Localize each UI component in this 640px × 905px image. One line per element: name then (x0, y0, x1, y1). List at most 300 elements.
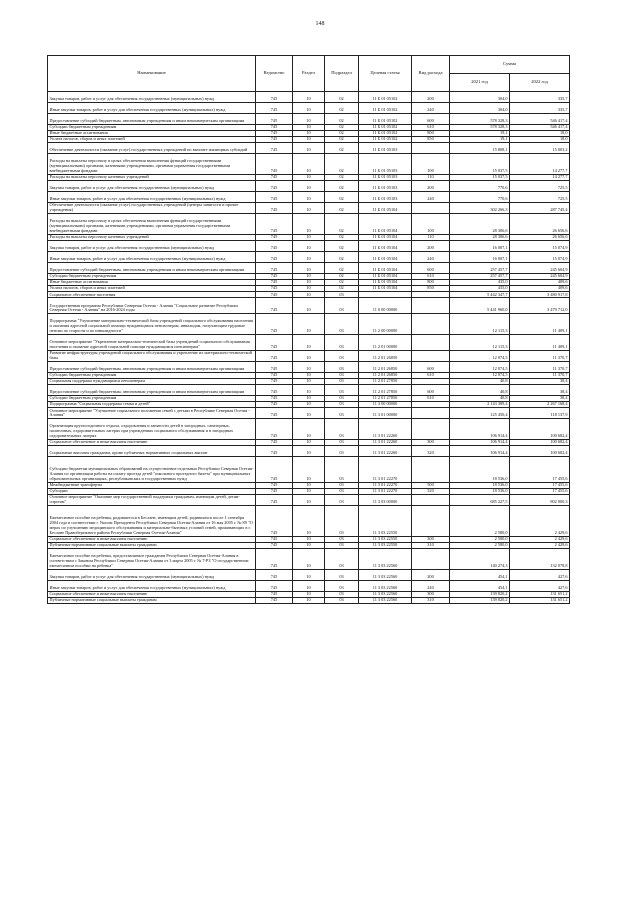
cell-sum-2021: 15 808,1 (450, 143, 510, 154)
cell-ministry: 745 (256, 402, 293, 408)
cell-expense-type: 610 (412, 125, 450, 131)
cell-subsection: 02 (325, 241, 359, 252)
cell-section: 10 (293, 234, 325, 240)
cell-expense-type: 850 (412, 286, 450, 292)
cell-target: 11 3 01 22270 (359, 457, 412, 483)
cell-name: Субсидии бюджетным учреждениям (48, 373, 256, 379)
cell-subsection: 02 (325, 92, 359, 103)
cell-ministry: 745 (256, 569, 293, 580)
cell-sum-2021: 5 441 960,0 (450, 298, 510, 314)
table-row (48, 214, 570, 235)
cell-name: Закупка товаров, работ и услуг для обеспечения государственных (муниципальных) нужд (48, 92, 256, 103)
cell-sum-2021: 770,6 (450, 181, 510, 192)
cell-sum-2022: 546 417,4 (510, 125, 570, 131)
cell-target: 11 3 01 22260 (359, 446, 412, 457)
cell-section: 10 (293, 280, 325, 286)
cell-name: Публичные нормативные социальные выплаты гражданам (48, 597, 256, 603)
cell-section: 10 (293, 292, 325, 298)
cell-ministry: 745 (256, 335, 293, 351)
cell-ministry: 745 (256, 457, 293, 483)
cell-name: Субсидии бюджетным учреждениям (48, 125, 256, 131)
cell-sum-2022: 3 480 917,8 (510, 292, 570, 298)
cell-sum-2022: 245 604,9 (510, 263, 570, 274)
cell-section: 10 (293, 252, 325, 263)
cell-target: 11 Б 01 05103 (359, 143, 412, 154)
cell-expense-type (412, 203, 450, 214)
cell-target: 11 Б 01 05103 (359, 154, 412, 175)
cell-sum-2022: 427,6 (510, 580, 570, 591)
cell-expense-type (412, 408, 450, 419)
cell-name: Субсидии бюджетам муниципальных образований на осуществление отдельных Республики Северная Осетия-Алания по организации работы на оплату проезда детей "школьного проездного билета" при муниципальных образовательных организациях, республиканских и государственных нужд (48, 457, 256, 483)
cell-sum-2022: 38,4 (510, 396, 570, 402)
cell-expense-type: 610 (412, 274, 450, 280)
cell-sum-2022: 38,4 (510, 379, 570, 385)
cell-subsection: 03 (325, 385, 359, 396)
cell-section: 10 (293, 351, 325, 362)
cell-sum-2022: 2 267 168,4 (510, 402, 570, 408)
cell-target: 11 3 01 22270 (359, 489, 412, 495)
cell-sum-2022: 131 651,2 (510, 591, 570, 597)
cell-name: Закупка товаров, работ и услуг для обеспечения государственных (муниципальных) нужд (48, 181, 256, 192)
cell-sum-2022: 131 651,2 (510, 597, 570, 603)
table-row (48, 203, 570, 214)
cell-expense-type (412, 457, 450, 483)
cell-name: Расходы на выплаты персоналу казенных учреждений (48, 175, 256, 181)
cell-section: 10 (293, 379, 325, 385)
cell-target: 11 2 01 00000 (359, 335, 412, 351)
cell-sum-2021: 19,1 (450, 131, 510, 137)
cell-section: 10 (293, 482, 325, 488)
cell-section: 10 (293, 175, 325, 181)
cell-section: 10 (293, 402, 325, 408)
cell-expense-type: 850 (412, 137, 450, 143)
cell-ministry: 745 (256, 286, 293, 292)
cell-expense-type: 240 (412, 252, 450, 263)
cell-sum-2021: 106 914,4 (450, 446, 510, 457)
cell-subsection: 03 (325, 373, 359, 379)
cell-sum-2022: 38,4 (510, 385, 570, 396)
cell-expense-type: 110 (412, 234, 450, 240)
cell-ministry: 745 (256, 263, 293, 274)
cell-ministry: 745 (256, 597, 293, 603)
cell-section: 10 (293, 542, 325, 548)
cell-sum-2021: 454,1 (450, 580, 510, 591)
cell-expense-type: 240 (412, 103, 450, 114)
cell-ministry: 745 (256, 175, 293, 181)
cell-expense-type: 200 (412, 569, 450, 580)
table-row (48, 241, 570, 252)
cell-sum-2022: 26 656,6 (510, 214, 570, 235)
table-header (48, 56, 570, 92)
cell-target: 11 3 01 00000 (359, 408, 412, 419)
table-body (48, 92, 570, 604)
cell-sum-2021: 578 328,3 (450, 125, 510, 131)
cell-target: 11 Б 01 05104 (359, 234, 412, 240)
cell-expense-type: 610 (412, 373, 450, 379)
cell-sum-2022: 245 604,9 (510, 274, 570, 280)
cell-target: 11 0 00 00000 (359, 298, 412, 314)
cell-sum-2022: 18,0 (510, 131, 570, 137)
cell-section: 10 (293, 263, 325, 274)
cell-sum-2022: 132 078,8 (510, 548, 570, 569)
cell-expense-type: 200 (412, 241, 450, 252)
cell-name: Уплата налогов, сборов и иных платежей (48, 137, 256, 143)
cell-section: 10 (293, 457, 325, 483)
cell-expense-type: 600 (412, 385, 450, 396)
cell-ministry: 745 (256, 234, 293, 240)
cell-section: 10 (293, 314, 325, 335)
cell-name: Закупка товаров, работ и услуг для обеспечения государственных (муниципальных) нужд (48, 241, 256, 252)
cell-ministry: 745 (256, 143, 293, 154)
cell-expense-type: 300 (412, 536, 450, 542)
cell-sum-2021: 139 820,2 (450, 597, 510, 603)
cell-sum-2022: 409,6 (510, 280, 570, 286)
cell-ministry: 745 (256, 351, 293, 362)
cell-subsection: 02 (325, 280, 359, 286)
cell-name: Социальные выплаты гражданам, кроме публичных нормативных социальных выплат (48, 446, 256, 457)
cell-ministry: 745 (256, 482, 293, 488)
cell-subsection: 02 (325, 192, 359, 203)
cell-subsection: 03 (325, 495, 359, 506)
cell-expense-type (412, 506, 450, 537)
cell-subsection: 03 (325, 536, 359, 542)
cell-target: 11 Б 01 05104 (359, 241, 412, 252)
cell-section: 10 (293, 569, 325, 580)
cell-section: 10 (293, 440, 325, 446)
cell-subsection: 03 (325, 351, 359, 362)
cell-subsection: 03 (325, 597, 359, 603)
cell-name: Субсидии бюджетным учреждениям (48, 396, 256, 402)
cell-sum-2021: 454,1 (450, 569, 510, 580)
cell-name: Предоставление субсидий бюджетным, автономным учреждениям и иным некоммерческим организациям (48, 263, 256, 274)
cell-expense-type (412, 419, 450, 440)
cell-expense-type (412, 495, 450, 506)
cell-subsection: 03 (325, 580, 359, 591)
cell-target: 11 3 03 22560 (359, 548, 412, 569)
cell-sum-2021: 40,8 (450, 379, 510, 385)
cell-expense-type: 240 (412, 192, 450, 203)
cell-ministry: 745 (256, 103, 293, 114)
cell-expense-type (412, 351, 450, 362)
cell-target: 11 Б 01 05102 (359, 137, 412, 143)
cell-target: 11 3 03 22550 (359, 542, 412, 548)
cell-target: 11 3 03 22560 (359, 597, 412, 603)
table-row (48, 548, 570, 569)
cell-name: Иные закупки товаров, работ и услуг для обеспечения государственных (муниципальных) нужд (48, 192, 256, 203)
cell-target: 11 Б 01 05104 (359, 214, 412, 235)
cell-name: Межбюджетные трансферты (48, 482, 256, 488)
cell-name: Расходы на выплаты персоналу в целях обеспечения выполнения функций государственными (муниципальными) органами, казенными учреждениями, органами управления государственными внебюджетными фондами (48, 214, 256, 235)
cell-sum-2021: 139 820,2 (450, 591, 510, 597)
cell-sum-2021: 257 457,7 (450, 274, 510, 280)
cell-name: Расходы на выплаты персоналу в целях обеспечения выполнения функций государственными (муниципальными) органами, казенными учреждениями, органами управления государственными внебюджетными фондами (48, 154, 256, 175)
cell-ministry: 745 (256, 92, 293, 103)
cell-ministry: 745 (256, 131, 293, 137)
cell-subsection: 02 (325, 214, 359, 235)
header-year-2: 2022 год (510, 74, 570, 92)
cell-section: 10 (293, 131, 325, 137)
budget-table (47, 55, 570, 604)
cell-target: 11 3 01 22260 (359, 419, 412, 440)
cell-section: 10 (293, 286, 325, 292)
cell-name: Социальное обеспечение и иные выплаты населению (48, 536, 256, 542)
cell-name: Организация круглогодичного отдыха, оздоровления и занятости детей в загородных, санаторных, палаточных, оздоровительных лагерях при учреждениях социального обслуживания и в загородных оздоровительных лагерях (48, 419, 256, 440)
cell-expense-type: 520 (412, 489, 450, 495)
cell-sum-2021: 106 914,4 (450, 419, 510, 440)
cell-section: 10 (293, 181, 325, 192)
cell-section: 10 (293, 408, 325, 419)
cell-ministry: 745 (256, 252, 293, 263)
cell-section: 10 (293, 214, 325, 235)
cell-ministry: 745 (256, 446, 293, 457)
cell-subsection: 03 (325, 542, 359, 548)
cell-section: 10 (293, 396, 325, 402)
cell-section: 10 (293, 362, 325, 373)
cell-name: Развитие инфраструктуры учреждений социального обслуживания и укрепление их материально-технической базы (48, 351, 256, 362)
cell-subsection: 03 (325, 506, 359, 537)
cell-sum-2022: 14 277,7 (510, 175, 570, 181)
cell-sum-2021: 2 580,0 (450, 536, 510, 542)
cell-sum-2021: 304,0 (450, 92, 510, 103)
cell-sum-2022: 2 429,6 (510, 536, 570, 542)
cell-subsection: 02 (325, 286, 359, 292)
cell-subsection: 02 (325, 154, 359, 175)
cell-ministry: 745 (256, 114, 293, 125)
cell-ministry: 745 (256, 548, 293, 569)
table-row (48, 506, 570, 537)
cell-expense-type: 100 (412, 214, 450, 235)
cell-subsection: 03 (325, 489, 359, 495)
cell-sum-2021: 125 450,4 (450, 408, 510, 419)
table-row (48, 495, 570, 506)
cell-name: Основное мероприятие "Улучшение социального положения семей с детьми в Республике Северная Осетия - Алания" (48, 408, 256, 419)
header-name: Наименование (48, 56, 256, 92)
table-row (48, 114, 570, 125)
cell-subsection: 02 (325, 131, 359, 137)
cell-sum-2022: 725,5 (510, 181, 570, 192)
cell-section: 10 (293, 495, 325, 506)
header-expense-type: Вид расхода (412, 56, 450, 92)
cell-target: 11 Б 01 05102 (359, 114, 412, 125)
cell-subsection: 03 (325, 569, 359, 580)
cell-sum-2022: 3 479 712,0 (510, 298, 570, 314)
cell-ministry: 745 (256, 506, 293, 537)
cell-subsection: 02 (325, 125, 359, 131)
cell-subsection: 03 (325, 482, 359, 488)
cell-subsection: 03 (325, 298, 359, 314)
cell-sum-2021: 16 007,1 (450, 241, 510, 252)
cell-target: 11 3 03 22560 (359, 569, 412, 580)
cell-sum-2021: 257 457,7 (450, 263, 510, 274)
cell-name: Обеспечение деятельности (оказание услуг) государственных учреждений по выплате жилищных субсидий (48, 143, 256, 154)
cell-subsection: 03 (325, 440, 359, 446)
cell-name: Предоставление субсидий бюджетным, автономным учреждениям и иным некоммерческим организациям (48, 385, 256, 396)
cell-ministry: 745 (256, 489, 293, 495)
cell-sum-2021: 15 037,5 (450, 175, 510, 181)
cell-subsection: 03 (325, 314, 359, 335)
table-row (48, 440, 570, 446)
cell-target: 11 Б 01 05103 (359, 192, 412, 203)
cell-target: 11 2 01 26850 (359, 373, 412, 379)
cell-name: Подпрограмма "Социальная поддержка семьи и детей" (48, 402, 256, 408)
cell-target: 11 3 00 00000 (359, 402, 412, 408)
cell-ministry: 745 (256, 440, 293, 446)
cell-ministry: 745 (256, 536, 293, 542)
cell-expense-type: 800 (412, 131, 450, 137)
cell-sum-2022: 2 429,6 (510, 542, 570, 548)
cell-expense-type (412, 143, 450, 154)
cell-subsection: 03 (325, 362, 359, 373)
cell-subsection: 02 (325, 137, 359, 143)
cell-subsection: 02 (325, 274, 359, 280)
cell-name: Ежемесячное пособие на ребенка, предоставляемое гражданам Республики Северная Осетия-Алания в соответствии с Законом Республики Северная Осетия-Алания от 3 марта 2005 г. № 7-РЗ "О государственном ежемесячном пособии на ребенка" (48, 548, 256, 569)
cell-target: 11 Б 01 05102 (359, 103, 412, 114)
cell-subsection: 03 (325, 335, 359, 351)
cell-subsection: 03 (325, 379, 359, 385)
cell-target: 11 Б 01 05102 (359, 92, 412, 103)
cell-subsection: 02 (325, 175, 359, 181)
cell-subsection: 03 (325, 591, 359, 597)
cell-sum-2021: 140 274,3 (450, 548, 510, 569)
cell-sum-2022: 11 370,7 (510, 373, 570, 379)
cell-target: 11 Б 01 05102 (359, 125, 412, 131)
cell-expense-type: 320 (412, 446, 450, 457)
table-row (48, 335, 570, 351)
cell-sum-2022: 427,6 (510, 569, 570, 580)
cell-ministry: 745 (256, 379, 293, 385)
cell-name: Субсидии бюджетным учреждениям (48, 274, 256, 280)
cell-target: 11 2 00 00000 (359, 314, 412, 335)
cell-section: 10 (293, 536, 325, 542)
cell-section: 10 (293, 92, 325, 103)
cell-sum-2022: 17 455,6 (510, 457, 570, 483)
cell-ministry: 745 (256, 274, 293, 280)
cell-expense-type: 310 (412, 542, 450, 548)
header-year-1: 2021 год (450, 74, 510, 92)
cell-sum-2022: 11 409,1 (510, 335, 570, 351)
cell-section: 10 (293, 419, 325, 440)
cell-name: Предоставление субсидий бюджетным, автономным учреждениям и иным некоммерческим организациям (48, 114, 256, 125)
cell-name: Иные бюджетные ассигнования (48, 131, 256, 137)
cell-target: 11 2 01 27850 (359, 379, 412, 385)
cell-sum-2022: 100 682,4 (510, 440, 570, 446)
cell-sum-2021: 2 143 389,4 (450, 402, 510, 408)
cell-sum-2021: 28 306,6 (450, 234, 510, 240)
cell-section: 10 (293, 241, 325, 252)
cell-ministry: 745 (256, 298, 293, 314)
cell-subsection: 03 (325, 446, 359, 457)
cell-section: 10 (293, 114, 325, 125)
cell-section: 10 (293, 103, 325, 114)
cell-expense-type: 310 (412, 597, 450, 603)
cell-expense-type: 610 (412, 396, 450, 402)
cell-section: 10 (293, 489, 325, 495)
cell-name: Ежемесячное пособие на ребенка, родившегося в Беслане, имеющим детей, родившихся после 1 сентября 2004 года в соответствии с Указом Президента Республики Северная Осетия-Алания от 16 мая 2005 г. № 89 "О мерах по улучшению медицинского обслуживания и материально-бытовых условий семей, проживающих в г. Беслане Правобережного района Республики Северная Осетия-Алания" (48, 506, 256, 537)
cell-ministry: 745 (256, 591, 293, 597)
cell-section: 10 (293, 446, 325, 457)
table-row (48, 263, 570, 274)
cell-sum-2021: 770,6 (450, 192, 510, 203)
table-row (48, 154, 570, 175)
cell-ministry: 745 (256, 385, 293, 396)
page-number: 148 (315, 21, 325, 27)
cell-expense-type (412, 548, 450, 569)
cell-section: 10 (293, 137, 325, 143)
cell-name: Предоставление субсидий бюджетным, автономным учреждениям и иным некоммерческим организациям (48, 362, 256, 373)
cell-expense-type: 200 (412, 181, 450, 192)
cell-sum-2022: 725,5 (510, 192, 570, 203)
table-row (48, 192, 570, 203)
cell-name: Социальное обеспечение и иные выплаты населению (48, 591, 256, 597)
cell-subsection: 02 (325, 234, 359, 240)
cell-section: 10 (293, 274, 325, 280)
cell-target: 11 Б 01 05104 (359, 274, 412, 280)
cell-sum-2021: 302 266,3 (450, 203, 510, 214)
cell-name: Обеспечение деятельности (оказание услуг) государственных учреждений (центры занятости и прочие учреждения) (48, 203, 256, 214)
cell-sum-2021: 435,0 (450, 286, 510, 292)
cell-sum-2021: 18 536,0 (450, 457, 510, 483)
cell-subsection: 03 (325, 402, 359, 408)
cell-name: Иные закупки товаров, работ и услуг для обеспечения государственных (муниципальных) нужд (48, 252, 256, 263)
cell-target: 11 3 01 22270 (359, 482, 412, 488)
table-row (48, 103, 570, 114)
cell-sum-2022: 802 000,3 (510, 495, 570, 506)
table-row (48, 314, 570, 335)
cell-target: 11 2 01 27850 (359, 385, 412, 396)
cell-target: 11 Б 01 05104 (359, 280, 412, 286)
cell-sum-2021: 435,0 (450, 280, 510, 286)
cell-section: 10 (293, 125, 325, 131)
cell-subsection: 03 (325, 419, 359, 440)
cell-name: Иные закупки товаров, работ и услуг для обеспечения государственных (муниципальных) нужд (48, 103, 256, 114)
cell-sum-2022: 100 682,4 (510, 446, 570, 457)
cell-sum-2022: 15 074,9 (510, 252, 570, 263)
cell-ministry: 745 (256, 396, 293, 402)
cell-expense-type (412, 314, 450, 335)
cell-expense-type: 600 (412, 114, 450, 125)
cell-section: 10 (293, 506, 325, 537)
cell-sum-2021: 12 074,5 (450, 373, 510, 379)
cell-ministry: 745 (256, 419, 293, 440)
cell-sum-2022: 546 417,4 (510, 114, 570, 125)
cell-ministry: 745 (256, 408, 293, 419)
cell-section: 10 (293, 298, 325, 314)
cell-target: 11 3 03 22560 (359, 580, 412, 591)
cell-name: Социальная поддержка нуждающимся пенсионерам (48, 379, 256, 385)
cell-expense-type: 600 (412, 263, 450, 274)
table-row (48, 457, 570, 483)
cell-section: 10 (293, 591, 325, 597)
cell-sum-2021: 18 536,0 (450, 489, 510, 495)
cell-section: 10 (293, 192, 325, 203)
cell-sum-2022: 2 429,6 (510, 506, 570, 537)
cell-subsection: 02 (325, 252, 359, 263)
header-target: Целевая статья (359, 56, 412, 92)
cell-sum-2022: 11 370,7 (510, 351, 570, 362)
cell-sum-2021: 12 115,3 (450, 335, 510, 351)
cell-ministry: 745 (256, 125, 293, 131)
cell-sum-2022: 11 409,1 (510, 314, 570, 335)
cell-section: 10 (293, 580, 325, 591)
table-row (48, 419, 570, 440)
cell-sum-2022: 17 455,6 (510, 482, 570, 488)
cell-ministry: 745 (256, 495, 293, 506)
cell-sum-2022: 15 003,2 (510, 143, 570, 154)
cell-target: 11 Б 01 05103 (359, 181, 412, 192)
cell-sum-2021: 2 580,0 (450, 506, 510, 537)
cell-target: 11 Б 01 05103 (359, 175, 412, 181)
cell-sum-2022: 100 682,4 (510, 419, 570, 440)
